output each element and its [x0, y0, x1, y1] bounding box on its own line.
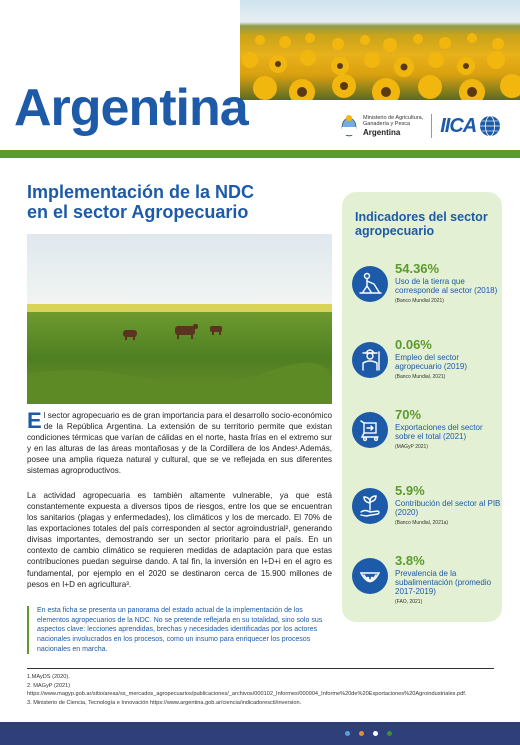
country-name: Argentina: [14, 79, 248, 137]
dot-green: [387, 731, 392, 736]
footer-band: [0, 722, 520, 745]
indicator-value: 0.06%: [395, 337, 432, 352]
sunflower-field-photo: [240, 0, 520, 100]
indicator-source: (Banco Mundial, 2021): [395, 374, 446, 381]
footnotes: [27, 673, 494, 708]
drop-cap: E: [27, 408, 42, 433]
indicator-label: Uso de la tierra que corresponde al sector (2018): [395, 276, 498, 295]
indicator-gdp: [352, 484, 502, 544]
globe-icon: [479, 115, 501, 137]
title-line1: Implementación de la NDC: [27, 182, 255, 202]
ministry-line2: Ganadería y Pesca: [363, 121, 411, 128]
indicator-label: Prevalencia de la subalimentación (promedio 2017-2019): [395, 568, 492, 597]
indicator-employment: [352, 338, 502, 398]
argentina-shield-icon: [340, 114, 358, 138]
vulnerability-paragraph: La actividad agropecuaria es también altamente vulnerable, ya que está constantemente expuesta a diversos tipos de riesgos, entre los que se encuentran los sanitarios (plagas y enfermedades), los climáticos y los de mercado. El 70% de las exportaciones totales del país corresponden al sector agroindustrial², generando divisas importantes, demostrando ser un sector prioritario para el país. En un contexto de cambio climático se requieren medidas de adaptación para que estas contribuciones puedan seguirse dando. A tal fin, la inversión en I+D+i en el agro es fundamental, por ejemplo en el 2020 se destinaron cerca de 15.900 millones de pesos en I+D en agricultura³.: [27, 491, 332, 589]
farmer-plowing-icon: [352, 266, 388, 302]
indicator-source: (Banco Mundial 2021): [395, 298, 444, 305]
title-line2: en el sector Agropecuario: [27, 201, 249, 222]
farmer-icon: [352, 342, 388, 378]
indicator-label: Exportaciones del sector sobre el total (2021): [395, 422, 483, 441]
dot-orange: [359, 731, 364, 736]
logo-divider: [431, 114, 432, 138]
header: [0, 0, 520, 150]
cattle-field-photo: [27, 234, 332, 404]
logos: [340, 108, 501, 144]
indicator-label: Contribución del sector al PIB (2020): [395, 498, 501, 517]
page-title: [27, 183, 327, 223]
intro-paragraph-text: l sector agropecuario es de gran importancia para el desarrollo socio-económico de la República Argentina. La extensión de su territorio permite que existan condiciones térmicas que varían de cálidas en el norte, hasta frías en el extremo sur y en las alturas de las áreas montañosas y de la Cordillera de los Andes¹.Además, posee una amplia riqueza natural y cultural, que se ve reflejada en sus diferentes sistemas agroproductivos.: [27, 411, 332, 476]
indicator-label: Empleo del sector agropecuario (2019): [395, 352, 468, 371]
indicator-value: 70%: [395, 407, 422, 422]
intro-paragraph: [27, 410, 332, 476]
indicator-exports: [352, 408, 502, 468]
footnote-2: 2. MAGyP (2021) https://www.magyp.gob.ar/sitio/areas/ss_mercados_agropecuarios/publicaciones/_archivos/000102_Informes/000904_Informe%20de%20Exportaciones%20Agroindustriales.pdf.: [27, 682, 467, 698]
watermelon-icon: [352, 558, 388, 594]
sidebar-title: Indicadores del sector agropecuario: [355, 210, 488, 238]
footnote-3: 3. Ministerio de Ciencia, Tecnología e Innovación https://www.argentina.gob.ar/ciencia/indicadorescti/inversion.: [27, 699, 302, 706]
color-dots: [345, 731, 392, 736]
iica-logo: IICA: [440, 114, 477, 137]
indicator-land-use: [352, 262, 502, 322]
indicator-value: 3.8%: [395, 553, 425, 568]
indicator-value: 5.9%: [395, 483, 425, 498]
ministry-country: Argentina: [363, 127, 401, 137]
footnote-divider: [27, 668, 494, 669]
scope-note: En esta ficha se presenta un panorama del estado actual de la implementación de los elementos agropecuarios de la NDC. No se pretende reflejarla en su totalidad, sino solo sus aspectos clave: lecciones aprendidas, brechas y necesidades identificadas por los actores nacionales involucrados en los procesos, como un insumo para enriquecer los procesos nacionales en marcha.: [27, 606, 332, 654]
indicator-source: (FAO, 2021): [395, 599, 423, 606]
indicators-sidebar: [342, 192, 502, 622]
dot-white: [373, 731, 378, 736]
footnote-1: 1.MAyDS (2020).: [27, 674, 70, 680]
indicator-source: (MAGyP 2021): [395, 444, 428, 451]
sprout-hand-icon: [352, 488, 388, 524]
ministry-logo-text: [363, 115, 423, 138]
indicator-value: 54.36%: [395, 261, 440, 276]
indicator-undernourishment: [352, 554, 502, 614]
ministry-line1: Ministerio de Agricultura,: [363, 114, 424, 121]
dot-blue: [345, 731, 350, 736]
export-cart-icon: [352, 412, 388, 448]
header-green-bar: [0, 150, 520, 158]
indicator-source: (Banco Mundial, 2021a): [395, 520, 449, 527]
